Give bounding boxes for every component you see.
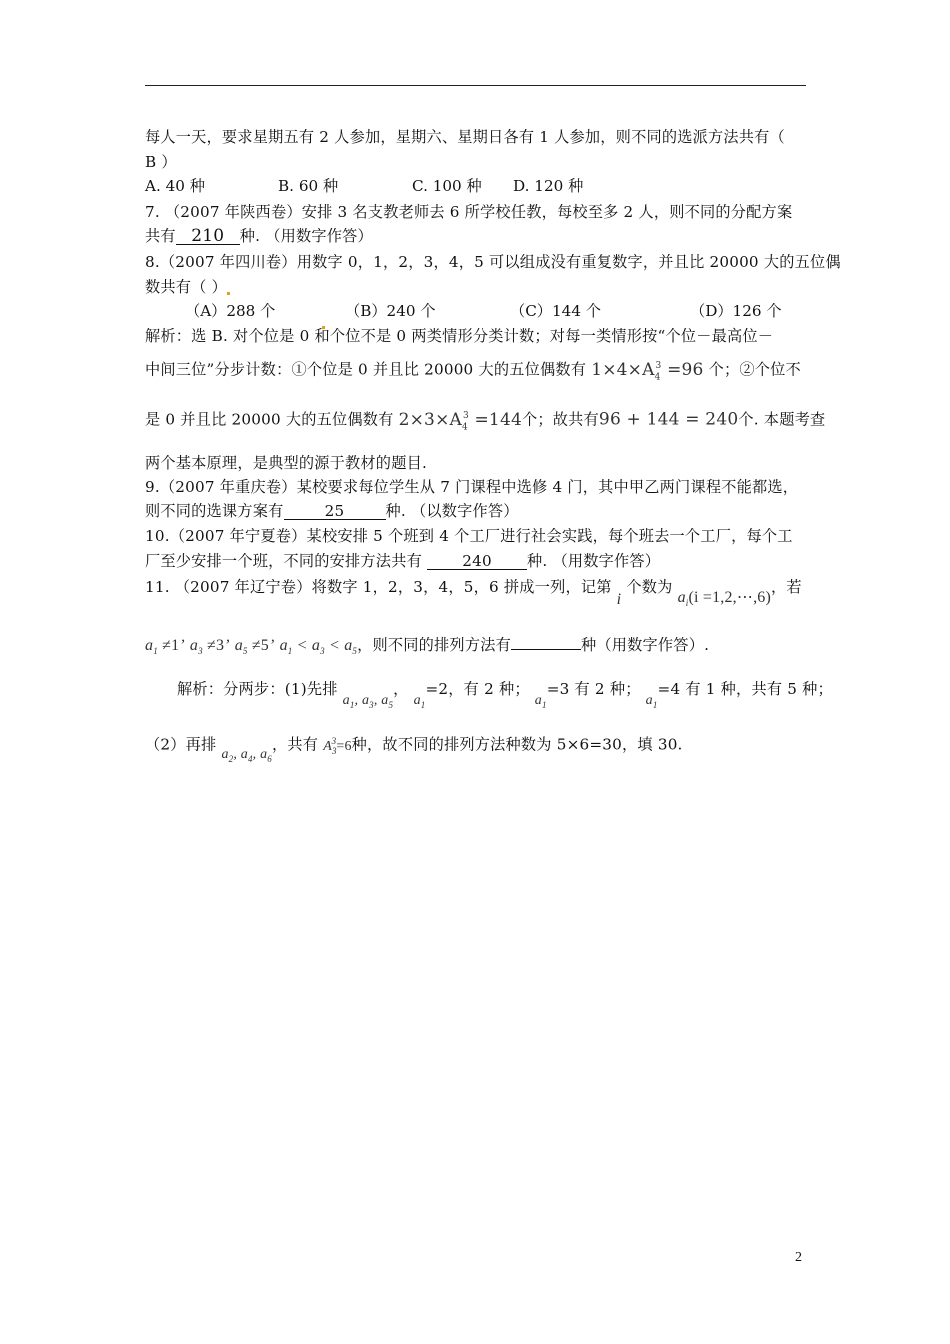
- q9-answer-blank: 25: [284, 503, 386, 520]
- q7-text: 7. （2007 年陕西卷）安排 3 名支教老师去 6 所学校任教，每校至多 2 人，则不同的分配方案: [145, 203, 793, 221]
- q6-answer: B ）: [145, 153, 177, 171]
- sol11-line2-mid: ，共有: [271, 735, 319, 754]
- sol8-formula-3: 96 + 144 = 240: [598, 409, 739, 430]
- q11-cond-3: $a_5 \ne 5$’: [234, 637, 275, 657]
- sol11-formula-a33: $A_3^3=6$: [323, 736, 352, 756]
- sol8-formula-1: $1\times 4\times A_4^3 =96$: [591, 359, 704, 383]
- q11-line2-text: ，则不同的排列方法有: [357, 636, 511, 654]
- q10-suffix: 种. （用数字作答）: [527, 552, 661, 570]
- q8-text: 8.（2007 年四川卷）用数字 0，1，2，3，4，5 可以组成没有重复数字，并且比 20000 大的五位偶: [145, 253, 841, 271]
- sol8-line2-tail: 个；②个位不: [708, 360, 801, 379]
- sol8-line2-text: 中间三位”分步计数：①个位是 0 并且比 20000 大的五位偶数有: [145, 360, 587, 379]
- q8-option-a: （A）288 个: [185, 302, 276, 320]
- q10-answer-blank: 240: [427, 553, 527, 570]
- sol11-line1: 解析：分两步：(1)先排 $a_1$, $a_3$, $a_5$， $a_1=2$，有 2 种； $a_1=3$ 有 2 种； $a_1=4$ 有 1 种，共有 5 种；: [177, 680, 833, 710]
- q9-line2: [145, 502, 519, 520]
- q8-option-d: （D）126 个: [690, 302, 782, 320]
- q11-cond-1: $a_1 \ne 1$’: [145, 637, 185, 657]
- sol11-terms-odd: $a_1$, $a_3$, $a_5$: [342, 693, 394, 710]
- sol8-formula-2: $2\times 3\times A_4^3 =144$: [398, 409, 522, 433]
- q9-prefix: 则不同的选课方案有: [145, 502, 284, 520]
- q10-prefix: 厂至少安排一个班，不同的安排方法共有: [145, 552, 428, 570]
- q8-option-b: （B）240 个: [345, 302, 436, 320]
- sol8-line1: 解析：选 B. 对个位是 0 和个位不是 0 两类情形分类计数；对每一类情形按“个位－最高位－: [145, 327, 774, 345]
- q6-option-a: A. 40 种: [145, 177, 205, 195]
- sol11-line2-tail: 种，故不同的排列方法种数为 5×6=30，填 30.: [351, 735, 683, 754]
- sol11-a1: $a_1$: [413, 693, 426, 710]
- sol8-line3-text: 是 0 并且比 20000 大的五位偶数有: [145, 410, 394, 429]
- sol11-case-1: =2，有 2 种；: [425, 680, 530, 698]
- sol11-line2-text: （2）再排: [145, 735, 217, 754]
- q6-text: 每人一天，要求星期五有 2 人参加，星期六、星期日各有 1 人参加，则不同的选派方法共有（: [145, 128, 785, 146]
- q7-line2: [145, 227, 373, 245]
- sol11-case-3: =4 有 1 种，共有 5 种；: [657, 680, 833, 698]
- q11-answer-blank: [511, 649, 581, 650]
- q6-option-c: C. 100 种: [412, 177, 482, 195]
- q7-suffix: 种. （用数字作答）: [239, 227, 373, 245]
- sol8-line3-mid: 个；故共有: [521, 410, 599, 429]
- q11-text-tail: ，若: [771, 578, 802, 596]
- sol8-line4: 两个基本原理，是典型的源于教材的题目.: [145, 454, 428, 472]
- q11-text: 11. （2007 年辽宁卷）将数字 1，2，3，4，5，6 拼成一列，记第: [145, 578, 612, 596]
- q11-line2-tail: 种（用数字作答）.: [580, 636, 710, 654]
- header-rule: [145, 85, 806, 86]
- sol11-a1: $a_1$: [645, 693, 658, 710]
- sol11-a1: $a_1$: [534, 693, 547, 710]
- q11-index-i: i: [616, 591, 622, 608]
- q10-text: 10.（2007 年宁夏卷）某校安排 5 个班到 4 个工厂进行社会实践，每个班去一个工厂，每个工: [145, 527, 793, 545]
- q7-prefix: 共有: [145, 227, 176, 245]
- q8-stem: 数共有（ ）: [145, 278, 227, 296]
- sol11-case-2: =3 有 2 种；: [546, 680, 641, 698]
- sol8-line3-tail: 个. 本题考查: [738, 410, 826, 429]
- q8-line2: [145, 278, 230, 296]
- q11-cond-order: $a_1 < a_3 < a_5$: [279, 637, 358, 657]
- sol8-line2: [145, 357, 801, 386]
- q9-text: 9.（2007 年重庆卷）某校要求每位学生从 7 门课程中选修 4 门，其中甲乙两门课程不能都选，: [145, 478, 799, 496]
- q6-option-d: D. 120 种: [513, 177, 584, 195]
- q6-option-b: B. 60 种: [278, 177, 339, 195]
- sol11-terms-even: $a_2$, $a_4$, $a_6$: [221, 746, 272, 764]
- q11-text-mid: 个数为: [626, 578, 673, 596]
- sol11-line2: [145, 732, 683, 764]
- q10-line2: [145, 552, 660, 570]
- q9-suffix: 种. （以数字作答）: [385, 502, 519, 520]
- sol11-text: 解析：分两步：(1)先排: [177, 680, 338, 698]
- q7-answer-blank: 210: [176, 228, 240, 245]
- marker-dot: [227, 292, 230, 295]
- q8-option-c: （C）144 个: [510, 302, 601, 320]
- q11-line1: [145, 578, 802, 609]
- q11-cond-2: $a_3 \ne 3$’: [189, 637, 230, 657]
- q11-line2: [145, 636, 709, 660]
- q11-formula-ai: $a_i(i$ =1,2,⋯,6): [677, 589, 771, 609]
- sol8-line3: [145, 407, 825, 436]
- page-number: 2: [795, 1250, 802, 1265]
